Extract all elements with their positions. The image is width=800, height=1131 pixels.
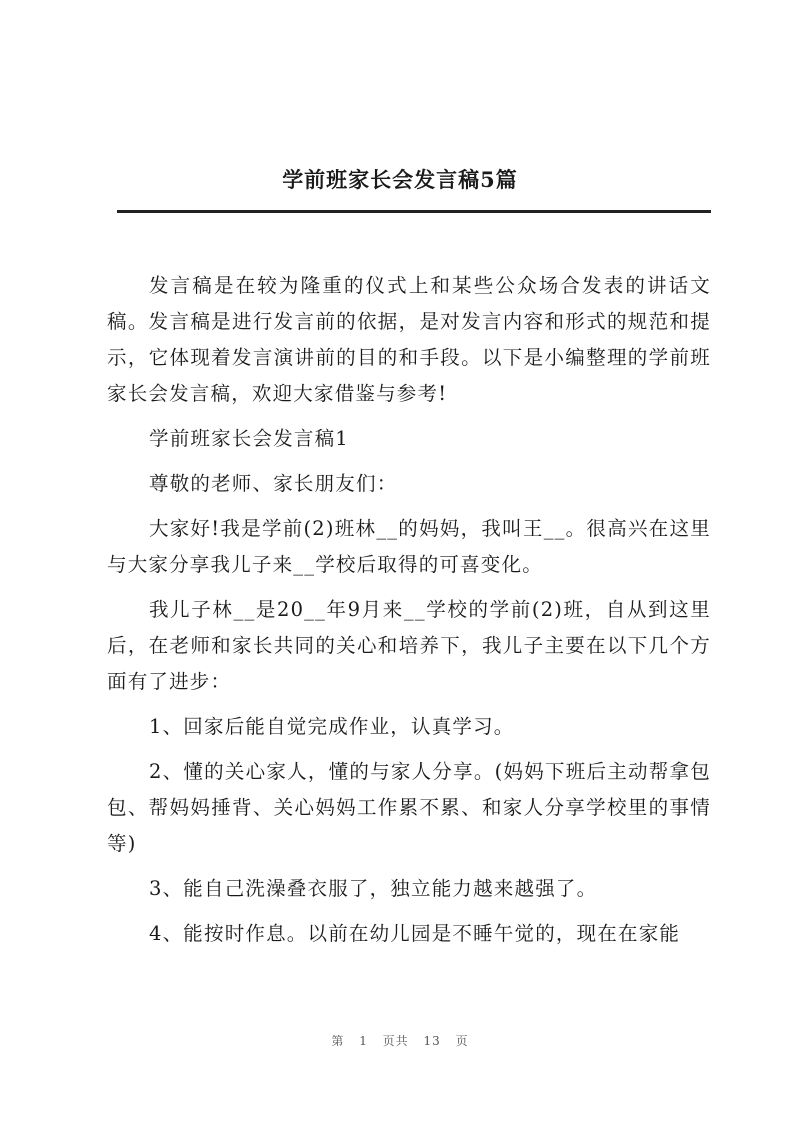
document-title: 学前班家长会发言稿5篇 — [282, 167, 518, 192]
progress-intro-paragraph: 我儿子林__是20__年9月来__学校的学前(2)班，自从到这里后，在老师和家长共同的关心和培养下，我儿子主要在以下几个方面有了进步： — [107, 598, 711, 693]
document-body — [107, 268, 711, 961]
footer-current-page: 1 — [359, 1034, 368, 1048]
list-item-1: 1、回家后能自觉完成作业，认真学习。 — [149, 715, 515, 738]
salutation: 尊敬的老师、家长朋友们： — [149, 472, 398, 495]
footer-prefix: 第 — [331, 1034, 345, 1048]
intro-paragraph: 发言稿是在较为隆重的仪式上和某些公众场合发表的讲话文稿。发言稿是进行发言前的依据，是对发言内容和形式的规范和提示，它体现着发言演讲前的目的和手段。以下是小编整理的学前班家长会发言稿，欢迎大家借鉴与参考! — [107, 274, 711, 405]
title-divider — [117, 210, 711, 213]
section-heading: 学前班家长会发言稿1 — [149, 427, 349, 450]
list-item-2: 2、懂的关心家人，懂的与家人分享。(妈妈下班后主动帮拿包包、帮妈妈捶背、关心妈妈工作累不累、和家人分享学校里的事情等) — [107, 760, 711, 855]
page-footer — [0, 1032, 800, 1049]
footer-total-pages: 13 — [423, 1034, 441, 1048]
footer-middle: 页共 — [382, 1034, 409, 1048]
greeting-paragraph: 大家好!我是学前(2)班林__的妈妈，我叫王__。很高兴在这里与大家分享我儿子来__学校后取得的可喜变化。 — [107, 517, 711, 576]
list-item-3: 3、能自己洗澡叠衣服了，独立能力越来越强了。 — [149, 877, 598, 900]
list-item-4: 4、能按时作息。以前在幼儿园是不睡午觉的，现在在家能 — [149, 922, 681, 945]
footer-suffix: 页 — [455, 1034, 469, 1048]
